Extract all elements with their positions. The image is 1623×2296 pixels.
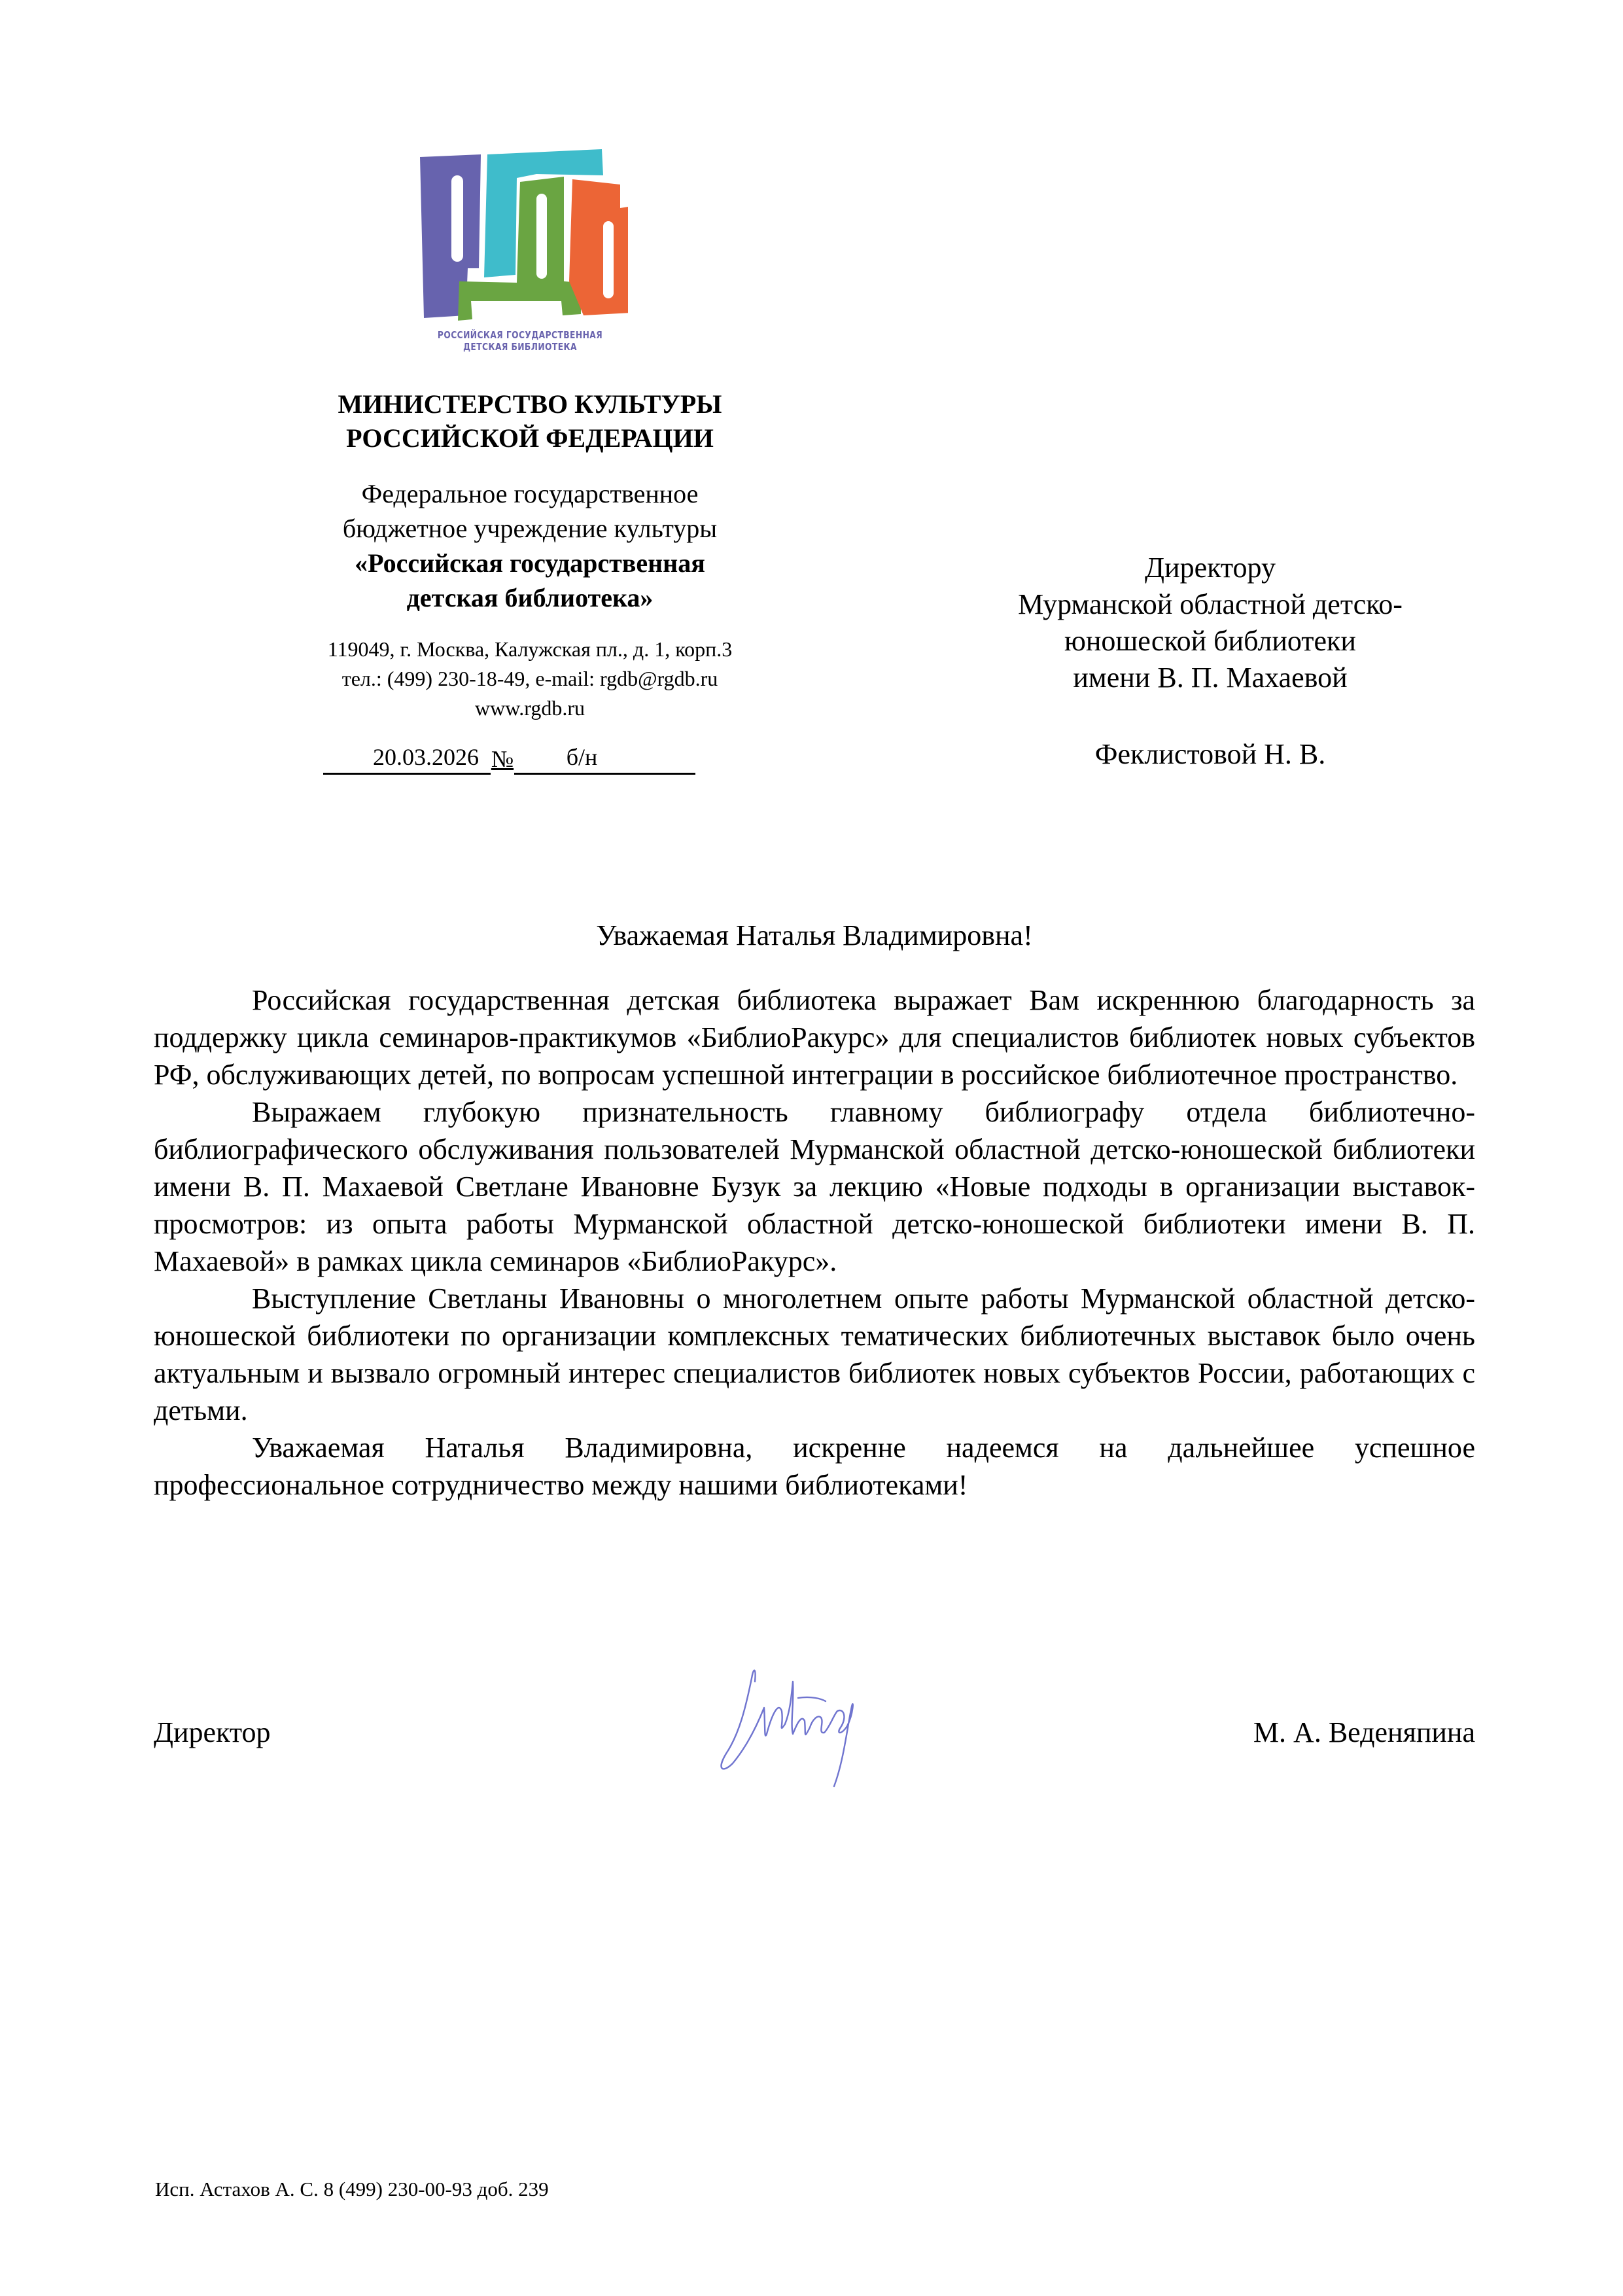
rgdb-logo bbox=[412, 144, 628, 334]
handwritten-signature bbox=[713, 1636, 909, 1806]
logo-caption-line-2: ДЕТСКАЯ БИБЛИОТЕКА bbox=[463, 341, 577, 353]
ministry-line-2: РОССИЙСКОЙ ФЕДЕРАЦИИ bbox=[346, 423, 714, 453]
document-number bbox=[514, 741, 695, 775]
paragraph: Уважаемая Наталья Владимировна, искренне надеемся на дальнейшее успешное профессиональное сотрудничество между нашими библиотеками! bbox=[154, 1432, 1475, 1501]
letter-body bbox=[154, 981, 1475, 1504]
document-date-value: 20.03.2026 bbox=[373, 744, 479, 770]
paragraph: Выступление Светланы Ивановны о многолетнем опыте работы Мурманской областной детско-юношеской библиотеки по организации комплексных тематических библиотечных выставок было очень актуальным и вызвало огромный интерес специалистов библиотек новых субъектов России, работающих с детьми. bbox=[154, 1282, 1475, 1426]
ministry-line-1: МИНИСТЕРСТВО КУЛЬТУРЫ bbox=[338, 389, 722, 419]
addressee-line-1: Директору bbox=[1145, 552, 1276, 584]
institution-type-line-1: Федеральное государственное bbox=[361, 479, 699, 508]
institution-name-line-1: «Российская государственная bbox=[355, 548, 705, 578]
document-number-value: б/н bbox=[566, 744, 598, 770]
institution-type-line-2: бюджетное учреждение культуры bbox=[342, 514, 718, 543]
registration-line bbox=[323, 741, 695, 775]
number-sign: № bbox=[491, 746, 514, 772]
institution-name-line-2: детская библиотека» bbox=[406, 583, 654, 612]
paragraph: Выражаем глубокую признательность главному библиографу отдела библиотечно-библиографического обслуживания пользователей Мурманской областной детско-юношеской библиотеки имени В. П. Махаевой Светлане Ивановне Бузук за лекцию «Новые подходы в организации выставок-просмотров: из опыта работы Мурманской областной детско-юношеской библиотеки имени В. П. Махаевой» в рамках цикла семинаров «БиблиоРакурс». bbox=[154, 1096, 1475, 1277]
salutation: Уважаемая Наталья Владимировна! bbox=[596, 919, 1033, 951]
institution-block bbox=[249, 476, 811, 615]
addressee-line-2: Мурманской областной детско- bbox=[1018, 588, 1403, 620]
signature-icon bbox=[713, 1636, 909, 1806]
sender-website: www.rgdb.ru bbox=[475, 696, 585, 720]
addressee-line-3: юношеской библиотеки bbox=[1064, 625, 1356, 657]
sender-address: 119049, г. Москва, Калужская пл., д. 1, корп.3 bbox=[327, 637, 733, 661]
sender-contacts bbox=[249, 635, 811, 723]
signer-title: Директор bbox=[154, 1716, 271, 1748]
executor-note: Исп. Астахов А. С. 8 (499) 230-00-93 доб. 239 bbox=[155, 2178, 549, 2200]
addressee-name: Феклистовой Н. В. bbox=[1094, 738, 1326, 770]
document-date bbox=[323, 741, 491, 775]
signer-name: М. А. Веденяпина bbox=[1253, 1716, 1475, 1748]
addressee-line-4: имени В. П. Махаевой bbox=[1073, 662, 1348, 694]
sender-phone-email: тел.: (499) 230-18-49, e-mail: rgdb@rgdb.ru bbox=[341, 667, 718, 690]
logo-caption-line-1: РОССИЙСКАЯ ГОСУДАРСТВЕННАЯ bbox=[437, 329, 603, 341]
logo-caption bbox=[415, 329, 625, 353]
rgdb-monogram-icon bbox=[412, 144, 628, 334]
addressee-block bbox=[949, 550, 1472, 696]
paragraph: Российская государственная детская библиотека выражает Вам искреннюю благодарность за поддержку цикла семинаров-практикумов «БиблиоРакурс» для специалистов библиотек новых субъектов РФ, обслуживающих детей, по вопросам успешной интеграции в российское библиотечное пространство. bbox=[154, 984, 1475, 1091]
ministry-heading bbox=[249, 387, 811, 455]
